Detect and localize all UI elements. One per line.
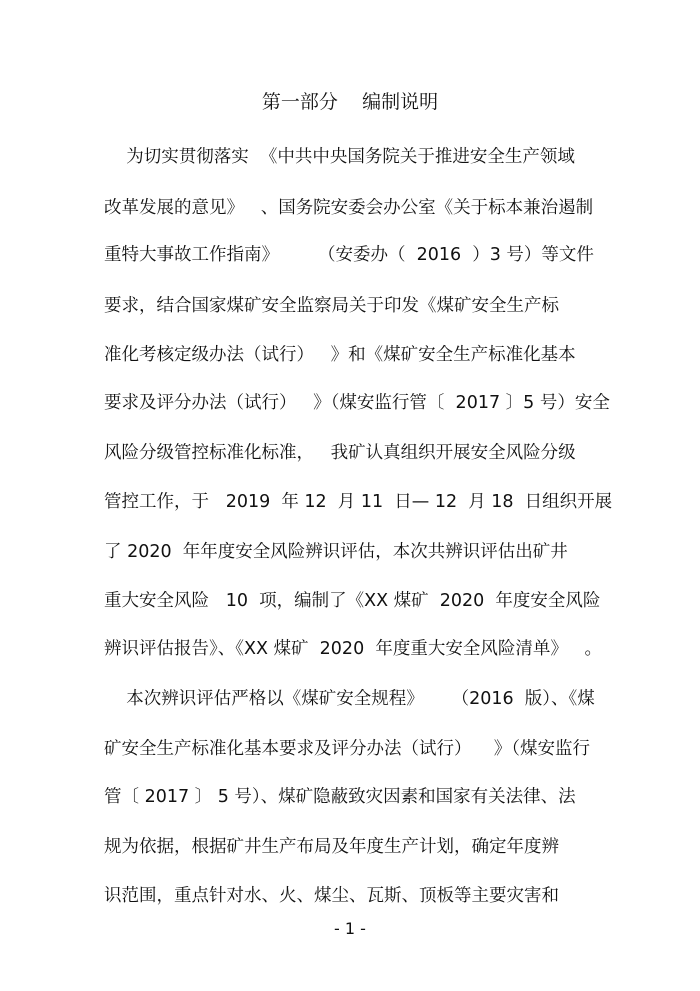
paragraph-line: 风险分级管控标准化标准， 我矿认真组织开展安全风险分级 [104,443,576,463]
paragraph-line: 要求，结合国家煤矿安全监察局关于印发《煤矿安全生产标 [104,296,559,316]
paragraph-line: 改革发展的意见》 、国务院安委会办公室《关于标本兼治遏制 [104,198,594,218]
paragraph-line: 识范围，重点针对水、火、煤尘、瓦斯、顶板等主要灾害和 [104,886,559,906]
page-number: - 1 - [334,919,366,938]
paragraph-line: 准化考核定级办法（试行） 》和《煤矿安全生产标准化基本 [104,345,576,365]
paragraph-line: 规为依据，根据矿井生产布局及年度生产计划，确定年度辨 [104,837,559,857]
paragraph-line: 了 2020 年年度安全风险辨识评估，本次共辨识评估出矿井 [104,542,568,562]
paragraph-line: 要求及评分办法（试行） 》（煤安监行管〔 2017 〕5 号）安全 [104,393,610,413]
paragraph-line: 本次辨识评估严格以《煤矿安全规程》 （2016 版）、《煤 [104,689,595,709]
paragraph-line: 矿安全生产标准化基本要求及评分办法（试行） 》（煤安监行 [104,739,590,759]
paragraph-line: 辨识评估报告》、《XX 煤矿 2020 年度重大安全风险清单》 。 [104,639,603,659]
section-title: 第一部分 编制说明 [261,91,439,113]
paragraph-line: 管〔 2017 〕 5 号）、煤矿隐蔽致灾因素和国家有关法律、法 [104,787,576,807]
paragraph-line: 重特大事故工作指南》 （安委办（ 2016 ）3 号）等文件 [104,245,594,265]
paragraph-line: 重大安全风险 10 项，编制了《XX 煤矿 2020 年度安全风险 [104,591,601,611]
paragraph-line: 为切实贯彻落实 《中共中央国务院关于推进安全生产领域 [104,147,575,167]
paragraph-line: 管控工作，于 2019 年 12 月 11 日— 12 月 18 日组织开展 [104,492,613,512]
